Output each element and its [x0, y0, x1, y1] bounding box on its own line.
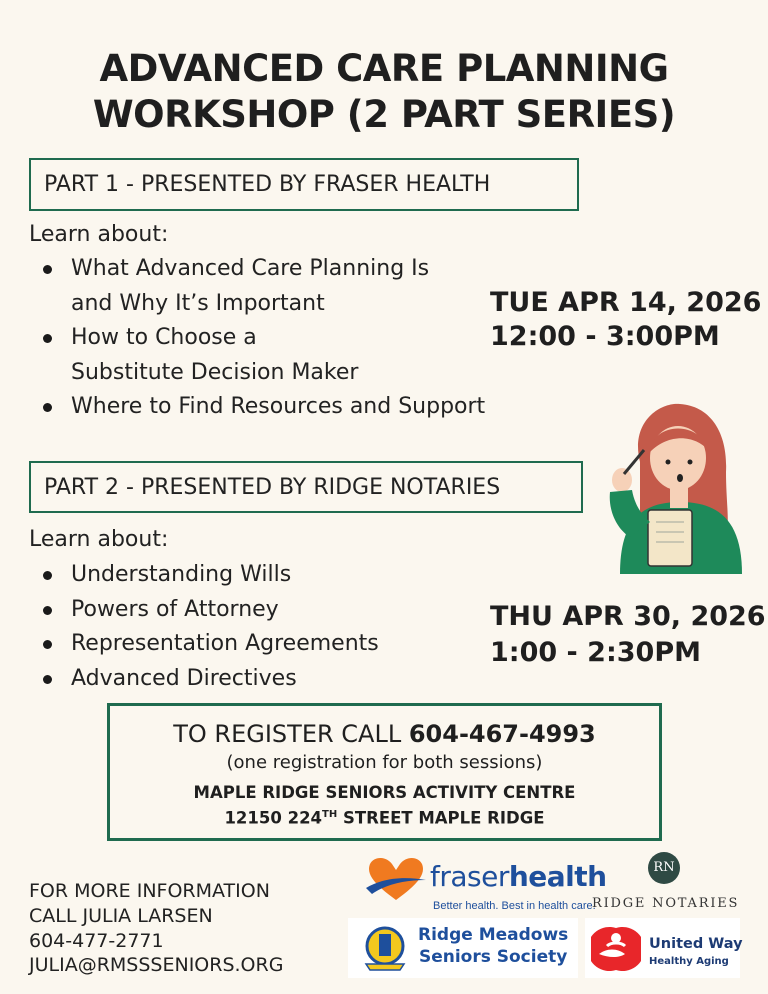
woman-thinking-illustration	[600, 402, 750, 574]
list-item: Representation Agreements	[40, 627, 379, 662]
info-line: CALL JULIA LARSEN	[29, 904, 213, 927]
venue-name: MAPLE RIDGE SENIORS ACTIVITY CENTRE	[193, 783, 576, 802]
venue-address	[110, 804, 659, 830]
contact-info	[29, 879, 283, 978]
list-item: Powers of Attorney	[40, 593, 379, 628]
poster-title	[0, 46, 768, 138]
address-street: STREET MAPLE RIDGE	[337, 808, 545, 828]
rmss-line-2: Seniors Society	[418, 947, 568, 967]
register-line	[110, 718, 659, 750]
list-item-line: Where to Find Resources and Support	[71, 394, 486, 419]
ridge-notaries-logo	[592, 852, 740, 918]
united-way-name: United Way	[649, 936, 743, 952]
united-way-hand-icon	[591, 924, 641, 972]
part1-learn-label: Learn about:	[29, 222, 169, 247]
list-item-line: How to Choose a	[71, 325, 257, 350]
united-way-logo	[585, 918, 743, 978]
list-item-line: Substitute Decision Maker	[71, 359, 359, 385]
list-item-line: What Advanced Care Planning Is	[71, 256, 430, 281]
part1-topic-list	[40, 252, 485, 425]
list-item: Understanding Wills	[40, 558, 379, 593]
register-prefix: TO REGISTER CALL	[173, 720, 409, 748]
address-suffix: TH	[322, 809, 338, 820]
part2-heading-box	[29, 461, 583, 513]
rn-monogram: RN	[648, 852, 680, 884]
fraser-word: fraser	[430, 860, 509, 893]
part2-heading: PART 2 - PRESENTED BY RIDGE NOTARIES	[44, 475, 501, 500]
rmss-emblem-icon	[362, 924, 408, 972]
fraser-health-wordmark	[430, 860, 607, 893]
title-line-2: WORKSHOP (2 PART SERIES)	[92, 93, 676, 136]
info-line: FOR MORE INFORMATION	[29, 880, 270, 902]
contact-phone[interactable]: 604-477-2771	[29, 929, 164, 952]
ridge-meadows-seniors-logo	[348, 918, 578, 978]
rn-name: RIDGE NOTARIES	[592, 896, 740, 911]
contact-email[interactable]: JULIA@RMSSSENIORS.ORG	[29, 954, 284, 977]
part1-date: TUE APR 14, 2026	[490, 287, 762, 318]
united-way-tagline: Healthy Aging	[649, 956, 729, 967]
fraser-health-heart-icon	[364, 854, 428, 902]
rmss-line-1: Ridge Meadows	[418, 925, 569, 945]
title-line-1: ADVANCED CARE PLANNING	[99, 47, 669, 90]
health-word: health	[508, 860, 607, 893]
register-phone[interactable]: 604-467-4993	[408, 720, 596, 748]
list-item	[40, 252, 485, 321]
fraser-health-tagline: Better health. Best in health care.	[433, 900, 596, 912]
address-number: 12150 224	[224, 808, 323, 828]
part1-heading-box	[29, 158, 579, 211]
list-item	[40, 321, 485, 390]
part2-date: THU APR 30, 2026	[490, 601, 766, 632]
part1-time: 12:00 - 3:00PM	[490, 321, 720, 352]
part1-heading: PART 1 - PRESENTED BY FRASER HEALTH	[44, 172, 491, 197]
part2-learn-label: Learn about:	[29, 527, 169, 552]
part2-topic-list	[40, 558, 379, 696]
register-note: (one registration for both sessions)	[226, 752, 543, 773]
list-item-line: and Why It’s Important	[71, 290, 325, 316]
fraser-health-logo	[360, 852, 607, 916]
part2-time: 1:00 - 2:30PM	[490, 637, 701, 668]
list-item: Advanced Directives	[40, 662, 379, 697]
registration-box	[107, 703, 662, 841]
list-item	[40, 390, 485, 425]
rmss-name	[418, 924, 568, 968]
